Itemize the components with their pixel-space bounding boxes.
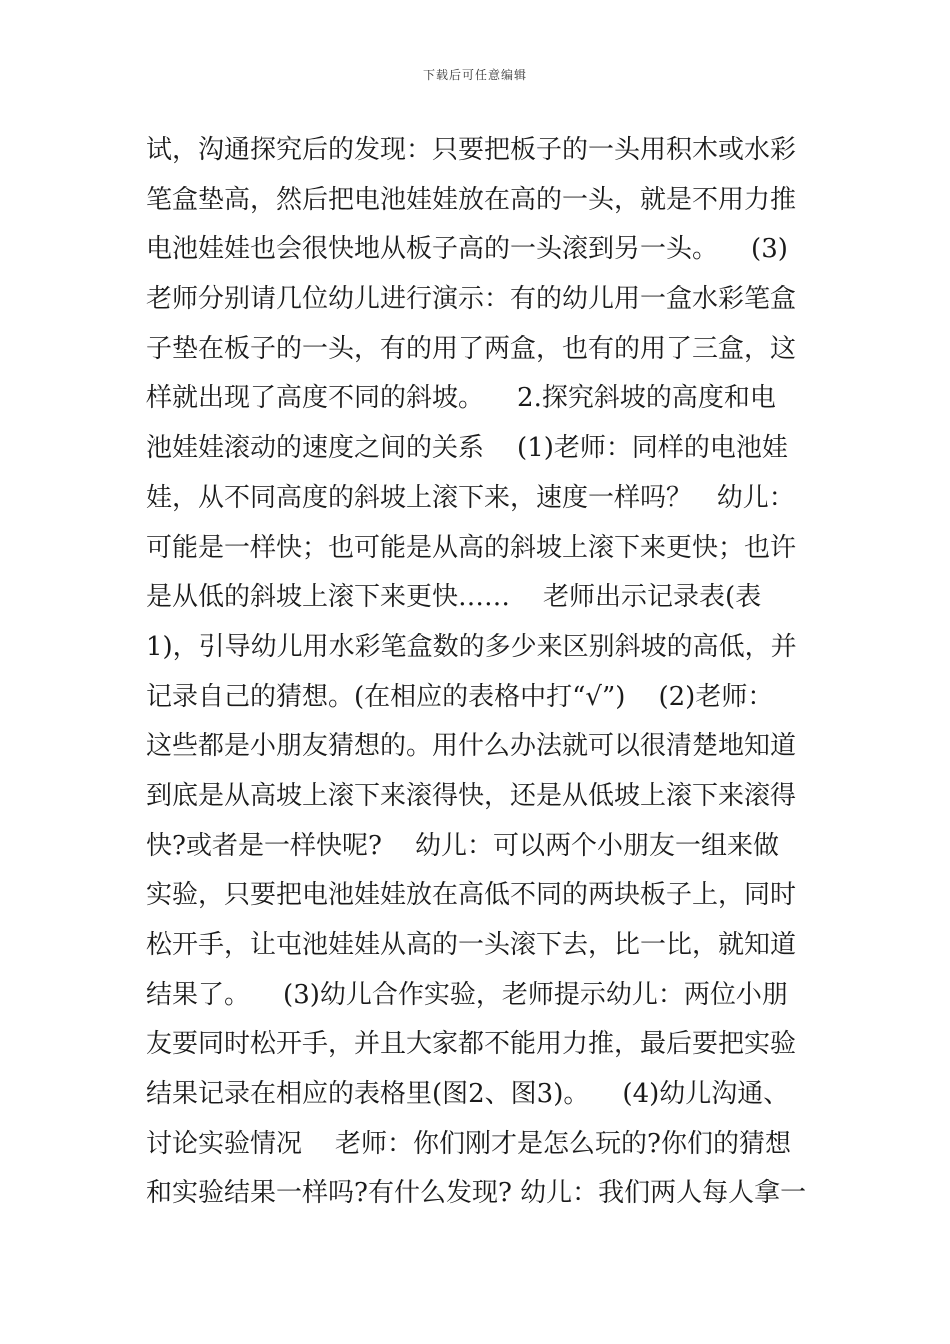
text-line: 这些都是小朋友猜想的。用什么办法就可以很清楚地知道: [146, 731, 797, 762]
text-line: 笔盒垫高，然后把电池娃娃放在高的一头，就是不用力推: [146, 184, 797, 215]
text-line: 老师分别请几位幼儿进行演示：有的幼儿用一盒水彩笔盒: [146, 284, 797, 315]
text-line: 快?或者是一样快呢? 幼儿：可以两个小朋友一组来做: [146, 830, 779, 861]
text-line: 1)，引导幼儿用水彩笔盒数的多少来区别斜坡的高低，并: [146, 631, 797, 662]
text-line: 到底是从高坡上滚下来滚得快，还是从低坡上滚下来滚得: [146, 780, 797, 811]
text-line: 结果记录在相应的表格里(图2、图3)。 (4)幼儿沟通、: [146, 1079, 790, 1110]
document-body: [146, 126, 846, 1219]
text-line: 是从低的斜坡上滚下来更快…… 老师出示记录表(表: [146, 582, 762, 613]
text-line: 记录自己的猜想。(在相应的表格中打“√”) (2)老师：: [146, 681, 774, 712]
text-line: 松开手，让屯池娃娃从高的一头滚下去，比一比，就知道: [146, 930, 797, 960]
text-line: 样就出现了高度不同的斜坡。 2.探究斜坡的高度和电: [146, 383, 776, 414]
text-line: 池娃娃滚动的速度之间的关系 (1)老师：同样的电池娃: [146, 433, 788, 464]
text-line: 讨论实验情况 老师：你们刚才是怎么玩的?你们的猜想: [146, 1128, 791, 1159]
text-line: 和实验结果一样吗?有什么发现? 幼儿：我们两人每人拿一: [146, 1178, 807, 1209]
text-line: 结果了。 (3)幼儿合作实验，老师提示幼儿：两位小朋: [146, 979, 788, 1010]
text-line: 娃，从不同高度的斜坡上滚下来，速度一样吗？ 幼儿：: [146, 482, 795, 513]
text-line: 友要同时松开手，并且大家都不能用力推，最后要把实验: [146, 1029, 797, 1060]
text-line: 实验，只要把电池娃娃放在高低不同的两块板子上，同时: [146, 880, 797, 911]
page-header-note: 下载后可任意编辑: [422, 68, 527, 82]
text-line: 试，沟通探究后的发现：只要把板子的一头用积木或水彩: [146, 135, 797, 165]
text-line: 可能是一样快；也可能是从高的斜坡上滚下来更快；也许: [146, 532, 797, 563]
text-line: 电池娃娃也会很快地从板子高的一头滚到另一头。 (3): [146, 234, 788, 265]
text-line: 子垫在板子的一头，有的用了两盒，也有的用了三盒，这: [146, 333, 797, 364]
